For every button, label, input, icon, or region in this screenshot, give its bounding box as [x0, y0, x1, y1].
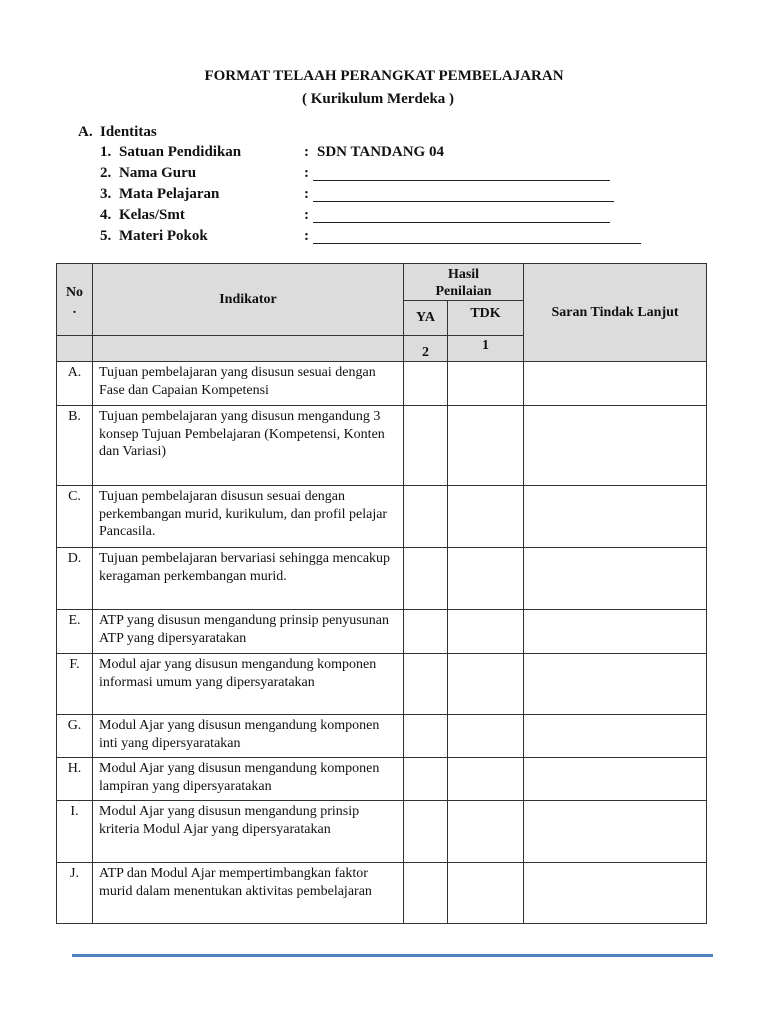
row-indikator: Tujuan pembelajaran yang disusun mengandung 3 konsep Tujuan Pembelajaran (Kompetensi, Konten dan Variasi) [93, 406, 404, 486]
row-indikator: Tujuan pembelajaran yang disusun sesuai dengan Fase dan Capaian Kompetensi [93, 362, 404, 406]
cell-tdk[interactable] [448, 486, 524, 548]
cell-tdk[interactable] [448, 801, 524, 863]
cell-saran[interactable] [524, 863, 707, 924]
header-hasil-penilaian: Hasil Penilaian [404, 264, 524, 301]
row-indikator: ATP yang disusun mengandung prinsip penyusunan ATP yang dipersyaratakan [93, 610, 404, 654]
identitas-letter: A. [78, 124, 93, 140]
table-row [57, 758, 707, 801]
cell-tdk[interactable] [448, 362, 524, 406]
cell-saran[interactable] [524, 362, 707, 406]
row-indikator: Modul Ajar yang disusun mengandung komponen inti yang dipersyaratakan [93, 715, 404, 758]
fill-in-line [313, 243, 641, 244]
row-number: A. [57, 362, 93, 406]
cell-ya[interactable] [404, 406, 448, 486]
row-number: E. [57, 610, 93, 654]
field-number: 2. [100, 165, 112, 181]
field-colon: : [304, 165, 309, 181]
header-ya: YA [404, 301, 448, 336]
field-colon: : [304, 207, 309, 223]
row-indikator: Modul Ajar yang disusun mengandung prinsip kriteria Modul Ajar yang dipersyaratakan [93, 801, 404, 863]
header-saran-tindak-lanjut: Saran Tindak Lanjut [524, 264, 707, 362]
table-row [57, 406, 707, 486]
table-row [57, 486, 707, 548]
cell-ya[interactable] [404, 654, 448, 715]
identitas-heading-text: Identitas [100, 124, 157, 140]
cell-saran[interactable] [524, 715, 707, 758]
row-indikator: Modul ajar yang disusun mengandung komponen informasi umum yang dipersyaratakan [93, 654, 404, 715]
row-number: G. [57, 715, 93, 758]
table-row [57, 548, 707, 610]
field-number: 1. [100, 144, 112, 160]
header-score-ya: 2 [404, 336, 448, 362]
field-number: 3. [100, 186, 112, 202]
footer-divider [72, 954, 713, 957]
row-indikator: Tujuan pembelajaran bervariasi sehingga mencakup keragaman perkembangan murid. [93, 548, 404, 610]
field-number: 5. [100, 228, 112, 244]
cell-saran[interactable] [524, 406, 707, 486]
telaah-table [56, 263, 707, 924]
fill-in-line [313, 201, 614, 202]
field-satuan-pendidikan [78, 142, 444, 163]
row-number: J. [57, 863, 93, 924]
header-indikator-blank [93, 336, 404, 362]
header-indikator: Indikator [93, 264, 404, 336]
table-row [57, 362, 707, 406]
field-colon: : [304, 186, 309, 202]
identitas-section [78, 122, 444, 247]
cell-tdk[interactable] [448, 406, 524, 486]
document-subtitle: ( Kurikulum Merdeka ) [301, 91, 455, 107]
row-number: H. [57, 758, 93, 801]
row-number: F. [57, 654, 93, 715]
field-value: SDN TANDANG 04 [317, 144, 444, 160]
row-number: B. [57, 406, 93, 486]
field-label: Nama Guru [119, 165, 197, 181]
cell-saran[interactable] [524, 610, 707, 654]
cell-tdk[interactable] [448, 654, 524, 715]
fill-in-line [313, 180, 610, 181]
table-row [57, 610, 707, 654]
field-colon: : [304, 144, 309, 160]
row-number: C. [57, 486, 93, 548]
cell-saran[interactable] [524, 801, 707, 863]
cell-ya[interactable] [404, 486, 448, 548]
field-label: Satuan Pendidikan [119, 144, 242, 160]
document-title: FORMAT TELAAH PERANGKAT PEMBELAJARAN [204, 68, 564, 84]
table-row [57, 863, 707, 924]
table-row [57, 654, 707, 715]
field-number: 4. [100, 207, 112, 223]
row-number: I. [57, 801, 93, 863]
row-indikator: Tujuan pembelajaran disusun sesuai dengan perkembangan murid, kurikulum, dan profil pelajar Pancasila. [93, 486, 404, 548]
cell-ya[interactable] [404, 715, 448, 758]
table-row [57, 801, 707, 863]
field-label: Mata Pelajaran [119, 186, 220, 202]
field-nama-guru [78, 163, 309, 184]
cell-ya[interactable] [404, 801, 448, 863]
cell-ya[interactable] [404, 758, 448, 801]
cell-ya[interactable] [404, 610, 448, 654]
row-indikator: Modul Ajar yang disusun mengandung komponen lampiran yang dipersyaratakan [93, 758, 404, 801]
table-row [57, 715, 707, 758]
header-tdk: TDK [448, 301, 524, 336]
row-indikator: ATP dan Modul Ajar mempertimbangkan faktor murid dalam menentukan aktivitas pembelajaran [93, 863, 404, 924]
field-label: Materi Pokok [119, 228, 208, 244]
cell-ya[interactable] [404, 362, 448, 406]
cell-tdk[interactable] [448, 863, 524, 924]
cell-saran[interactable] [524, 758, 707, 801]
field-mata-pelajaran [78, 184, 309, 205]
cell-tdk[interactable] [448, 548, 524, 610]
field-colon: : [304, 228, 309, 244]
fill-in-line [313, 222, 610, 223]
field-label: Kelas/Smt [119, 207, 185, 223]
header-score-tdk: 1 [448, 336, 524, 362]
row-number: D. [57, 548, 93, 610]
cell-ya[interactable] [404, 863, 448, 924]
cell-ya[interactable] [404, 548, 448, 610]
cell-saran[interactable] [524, 486, 707, 548]
header-no-blank [57, 336, 93, 362]
cell-saran[interactable] [524, 654, 707, 715]
cell-tdk[interactable] [448, 610, 524, 654]
header-no: No . [57, 264, 93, 336]
identitas-heading [78, 122, 157, 142]
cell-tdk[interactable] [448, 715, 524, 758]
field-kelas-smt [78, 205, 309, 226]
field-materi-pokok [78, 226, 309, 247]
cell-saran[interactable] [524, 548, 707, 610]
cell-tdk[interactable] [448, 758, 524, 801]
